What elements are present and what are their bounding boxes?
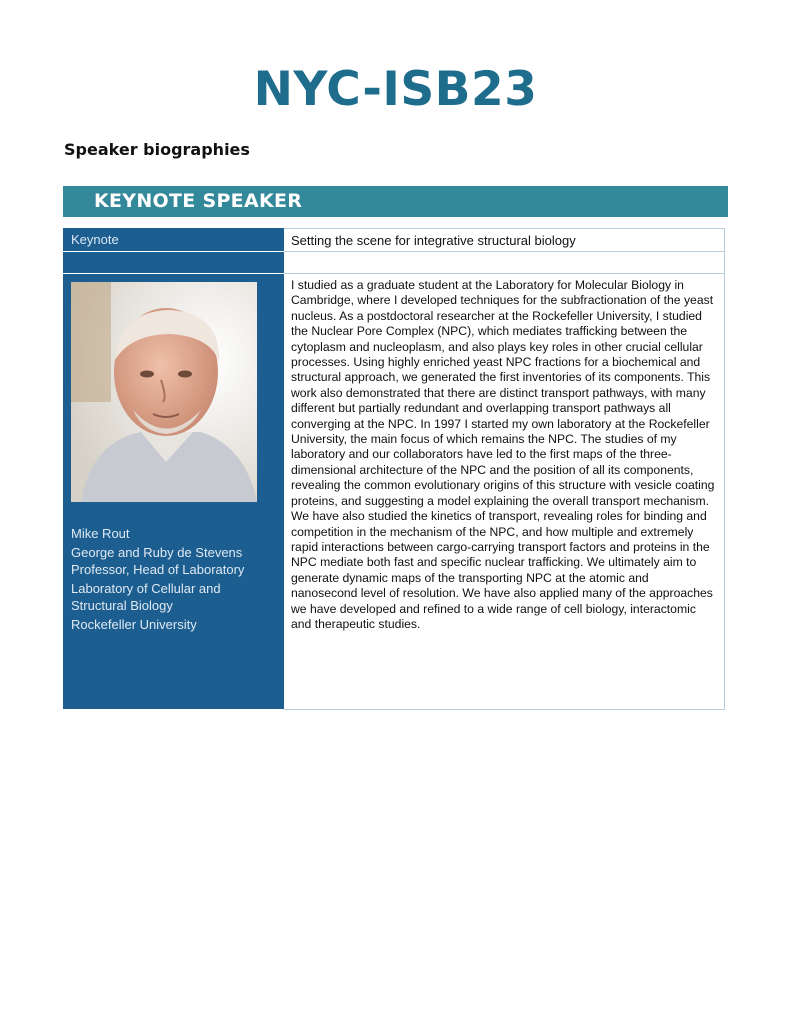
table-row-bio <box>63 274 725 710</box>
speaker-portrait-illustration <box>71 282 257 502</box>
speaker-sidebar <box>63 274 284 710</box>
speaker-photo <box>71 282 257 502</box>
speaker-institution: Rockefeller University <box>71 617 197 632</box>
blank-right-cell <box>284 252 725 274</box>
section-subtitle: Speaker biographies <box>64 140 250 159</box>
speaker-lab: Laboratory of Cellular and Structural Biology <box>71 581 221 613</box>
speaker-biography: I studied as a graduate student at the Laboratory for Molecular Biology in Cambridge, where I developed techniques for the subfractionation of the yeast nucleus. As a postdoctoral researcher at the Rockefeller University, I studied the Nuclear Pore Complex (NPC), which mediates trafficking between the cytoplasm and nucleoplasm, and also plays key roles in other crucial cellular processes. Using highly enriched yeast NPC fractions for a biochemical and structural approach, we generated the first inventories of its components. This work also demonstrated that there are distinct transport pathways, with many different but partially redundant and overlapping transport pathways all converging at the NPC. In 1997 I started my own laboratory at the Rockefeller University, the main focus of which remains the NPC. The studies of my laboratory and our collaborators have led to the first maps of the three-dimensional architecture of the NPC and the position of all its components, revealing the common evolutionary origins of this structure with vesicle coating proteins, and suggesting a model explaining the overall transport mechanism. We have also studied the kinetics of transport, revealing roles for binding and competition in the mechanism of the NPC, and how multiple and extremely rapid interactions between cargo-carrying transport factors and proteins in the NPC mediate both fast and specific nuclear trafficking. We ultimately aim to generate dynamic maps of the transporting NPC at the atomic and nanosecond level of resolution. We have also applied many of the approaches we have developed and refined to a wide range of cell biology, interactomic and therapeutic studies. <box>284 274 725 710</box>
table-row-blank <box>63 252 725 274</box>
page-title: NYC-ISB23 <box>253 62 538 117</box>
table-row-keynote <box>63 228 725 252</box>
speaker-table <box>63 228 725 710</box>
speaker-name: Mike Rout <box>71 526 130 541</box>
blank-left-cell <box>63 252 284 274</box>
banner-label: KEYNOTE SPEAKER <box>94 190 303 212</box>
keynote-label: Keynote <box>63 228 284 252</box>
speaker-title: George and Ruby de Stevens Professor, Head of Laboratory <box>71 545 245 577</box>
speaker-info <box>71 525 276 633</box>
keynote-banner <box>63 186 728 217</box>
talk-title: Setting the scene for integrative structural biology <box>284 228 725 252</box>
